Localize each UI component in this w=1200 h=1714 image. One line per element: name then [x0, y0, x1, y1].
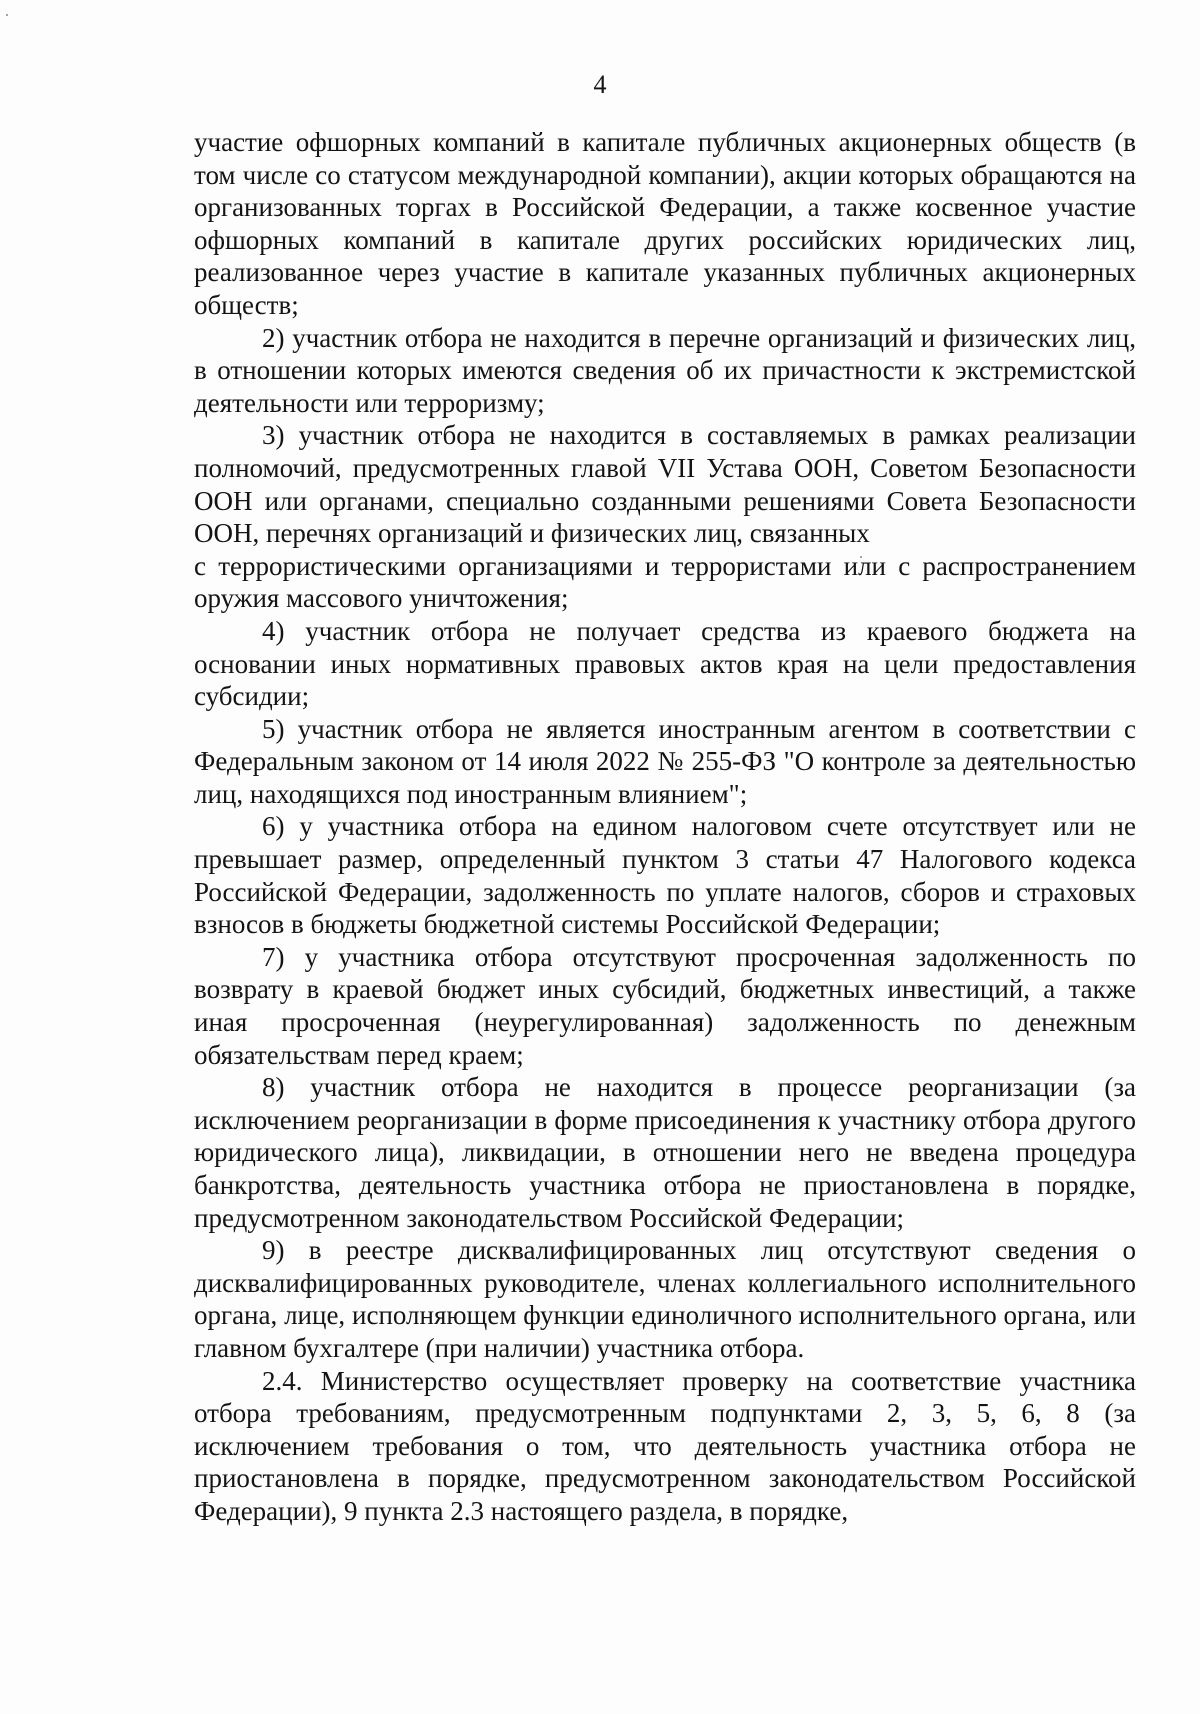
paragraph-item-5: 5) участник отбора не является иностранным агентом в соответствии с Федеральным законом от 14 июля 2022 № 255-ФЗ "О контроле за деятельностью лиц, находящихся под иностранным влиянием"; — [194, 713, 1136, 809]
paragraph-section-2-4: 2.4. Министерство осуществляет проверку на соответствие участника отбора требованиям, предусмотренным подпунктами 2, 3, 5, 6, 8 (за исключением требования о том, что деятельность участника отбора не приостановлена в порядке, предусмотренном законодательством Российской Федерации), 9 пункта 2.3 настоящего раздела, в порядке, — [194, 1365, 1136, 1526]
paragraph-item-3-continued: с террористическими организациями и террористами или с распространением оружия массового уничтожения; — [194, 550, 1136, 614]
paragraph-item-6: 6) у участника отбора на едином налоговом счете отсутствует или не превышает размер, определенный пунктом 3 статьи 47 Налогового кодекса Российской Федерации, задолженность по уплате налогов, сборов и страховых взносов в бюджеты бюджетной системы Российской Федерации; — [194, 811, 1136, 940]
paragraph-item-9: 9) в реестре дисквалифицированных лиц отсутствуют сведения о дисквалифицированных руководителе, членах коллегиального исполнительного органа, лице, исполняющем функции единоличного исполнительного органа, или главном бухгалтере (при наличии) участника отбора. — [194, 1235, 1136, 1363]
page-number: 4 — [593, 70, 607, 99]
paragraph-item-8: 8) участник отбора не находится в процессе реорганизации (за исключением реорганизации в форме присоединения к участнику отбора другого юридического лица), ликвидации, в отношении него не введена процедура банкротства, деятельность участника отбора не приостановлена в порядке, предусмотренном законодательством Российской Федерации; — [194, 1072, 1136, 1233]
paragraph-item-7: 7) у участника отбора отсутствуют просроченная задолженность по возврату в краевой бюджет иных субсидий, бюджетных инвестиций, а также иная просроченная (неурегулированная) задолженность по денежным обязательствам перед краем; — [194, 941, 1136, 1070]
paragraph-offshore-participation: участие офшорных компаний в капитале публичных акционерных обществ (в том числе со статусом международной компании), акции которых обращаются на организованных торгах в Российской Федерации, а также косвенное участие офшорных компаний в капитале других российских юридических лиц, реализованное через участие в капитале указанных публичных акционерных обществ; — [194, 127, 1136, 320]
paragraph-item-3: 3) участник отбора не находится в составляемых в рамках реализации полномочий, предусмотренных главой VII Устава ООН, Советом Безопасности ООН или органами, специально созданными решениями Совета Безопасности ООН, перечнях организаций и физических лиц, связанных — [194, 420, 1136, 549]
scan-speck — [6, 14, 8, 16]
paragraph-item-2: 2) участник отбора не находится в перечне организаций и физических лиц, в отношении которых имеются сведения об их причастности к экстремистской деятельности или терроризму; — [194, 322, 1136, 418]
document-body — [194, 126, 1136, 1528]
paragraph-item-4: 4) участник отбора не получает средства из краевого бюджета на основании иных нормативных правовых актов края на цели предоставления субсидии; — [194, 615, 1136, 712]
